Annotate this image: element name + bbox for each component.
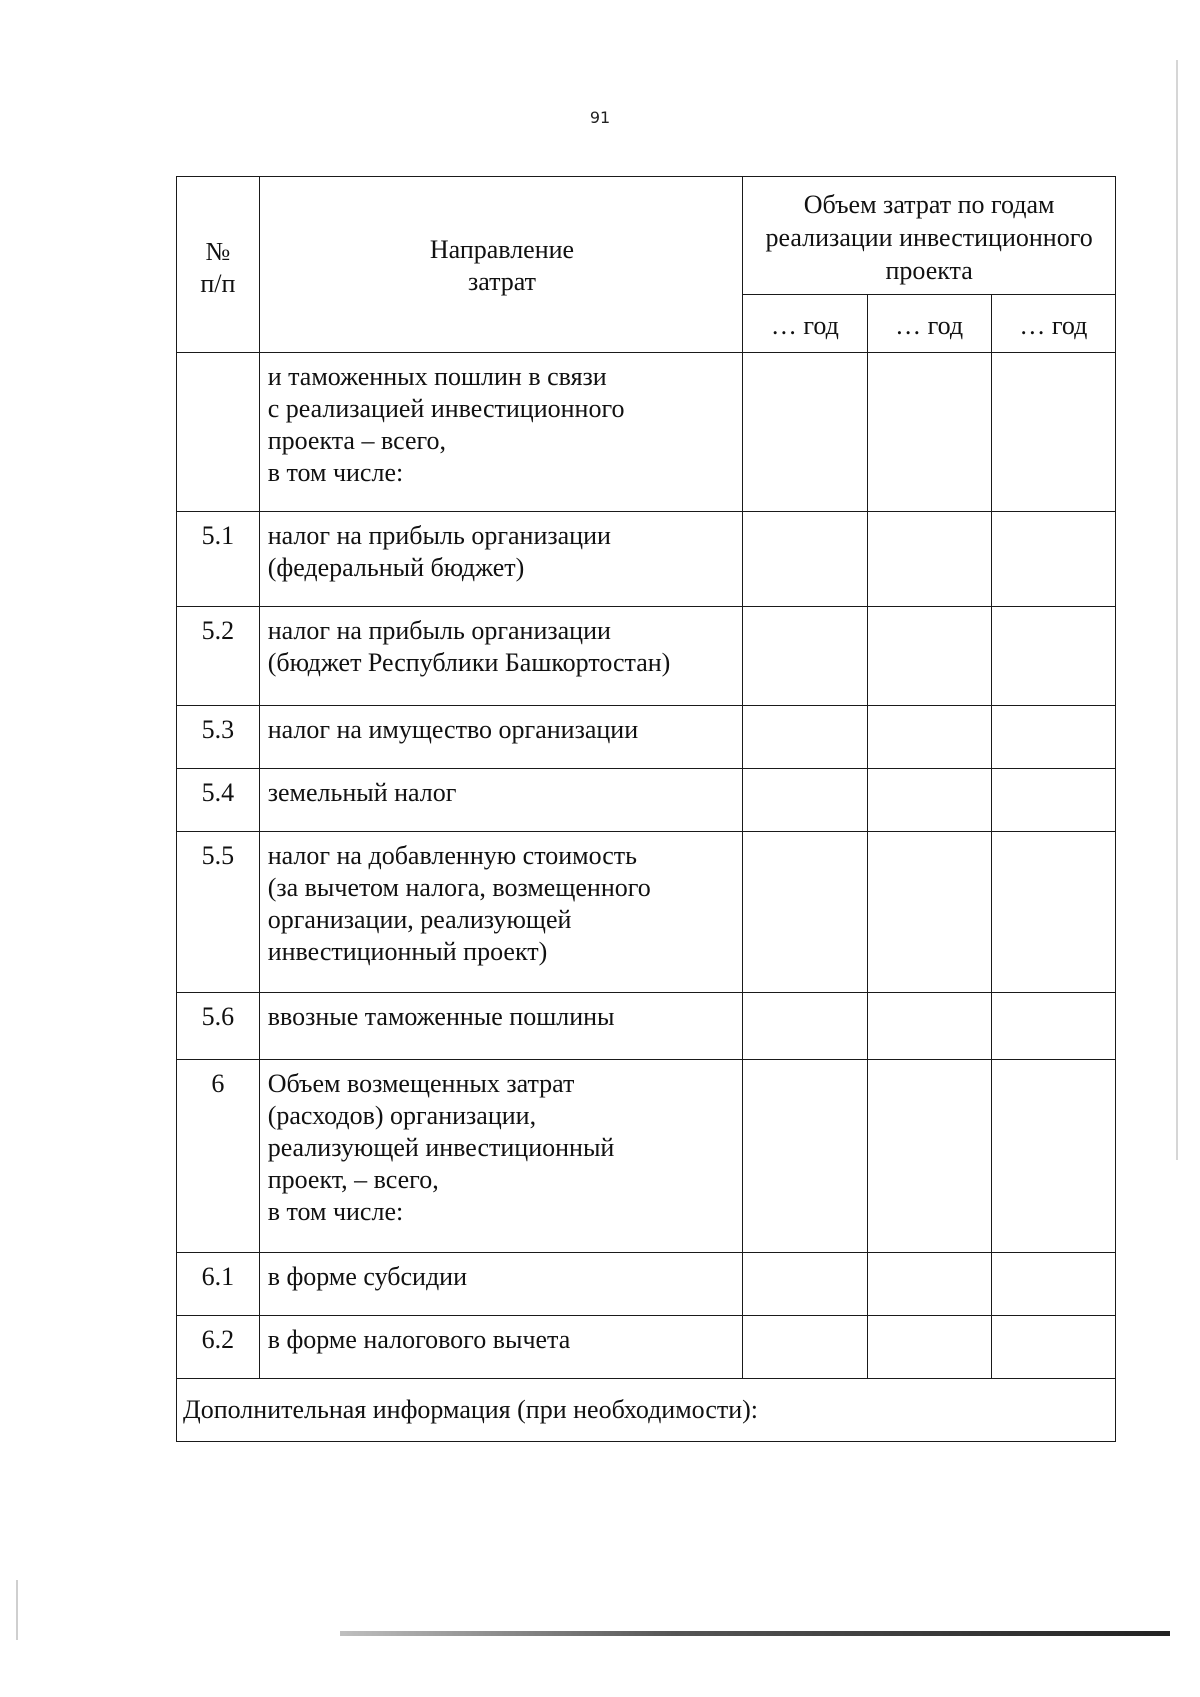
year-cell bbox=[991, 832, 1115, 993]
year-cell bbox=[743, 1316, 867, 1379]
row-direction: ввозные таможенные пошлины bbox=[259, 993, 743, 1060]
scan-bottom-rule bbox=[340, 1631, 1170, 1636]
header-number: № п/п bbox=[177, 177, 260, 353]
row-direction: в форме налогового вычета bbox=[259, 1316, 743, 1379]
header-year-2: … год bbox=[867, 295, 991, 353]
row-direction: земельный налог bbox=[259, 769, 743, 832]
year-cell bbox=[867, 607, 991, 706]
table-row bbox=[177, 706, 1116, 769]
row-direction: Объем возмещенных затрат (расходов) организации, реализующей инвестиционный проект, – всего, в том числе: bbox=[259, 1060, 743, 1253]
year-cell bbox=[991, 607, 1115, 706]
row-number: 6.1 bbox=[177, 1253, 260, 1316]
table-row bbox=[177, 769, 1116, 832]
year-cell bbox=[991, 769, 1115, 832]
year-cell bbox=[867, 353, 991, 512]
year-cell bbox=[991, 353, 1115, 512]
header-direction: Направление затрат bbox=[259, 177, 743, 353]
row-number: 5.5 bbox=[177, 832, 260, 993]
table-row bbox=[177, 1060, 1116, 1253]
table-row bbox=[177, 512, 1116, 607]
year-cell bbox=[991, 512, 1115, 607]
table-row bbox=[177, 1253, 1116, 1316]
row-number: 5.6 bbox=[177, 993, 260, 1060]
year-cell bbox=[991, 1253, 1115, 1316]
table-header-row bbox=[177, 177, 1116, 295]
year-cell bbox=[743, 353, 867, 512]
row-direction: налог на прибыль организации (федеральный бюджет) bbox=[259, 512, 743, 607]
additional-info: Дополнительная информация (при необходимости): bbox=[177, 1379, 1116, 1442]
year-cell bbox=[743, 512, 867, 607]
investment-cost-table bbox=[176, 176, 1116, 1442]
year-cell bbox=[991, 993, 1115, 1060]
year-cell bbox=[743, 769, 867, 832]
year-cell bbox=[867, 993, 991, 1060]
year-cell bbox=[867, 832, 991, 993]
year-cell bbox=[867, 769, 991, 832]
year-cell bbox=[743, 1253, 867, 1316]
year-cell bbox=[743, 993, 867, 1060]
year-cell bbox=[743, 1060, 867, 1253]
scan-edge-line bbox=[1176, 60, 1178, 1160]
row-number: 6.2 bbox=[177, 1316, 260, 1379]
page-number: 91 bbox=[589, 108, 611, 127]
row-direction: в форме субсидии bbox=[259, 1253, 743, 1316]
row-direction: налог на имущество организации bbox=[259, 706, 743, 769]
year-cell bbox=[867, 706, 991, 769]
year-cell bbox=[867, 1316, 991, 1379]
header-year-1: … год bbox=[743, 295, 867, 353]
year-cell bbox=[743, 607, 867, 706]
table-row bbox=[177, 353, 1116, 512]
row-direction: налог на добавленную стоимость (за вычетом налога, возмещенного организации, реализующей инвестиционный проект) bbox=[259, 832, 743, 993]
year-cell bbox=[867, 512, 991, 607]
table-row bbox=[177, 1316, 1116, 1379]
year-cell bbox=[867, 1253, 991, 1316]
row-number: 5.2 bbox=[177, 607, 260, 706]
year-cell bbox=[991, 1060, 1115, 1253]
row-number: 6 bbox=[177, 1060, 260, 1253]
row-number: 5.4 bbox=[177, 769, 260, 832]
year-cell bbox=[991, 706, 1115, 769]
row-direction: и таможенных пошлин в связи с реализацией инвестиционного проекта – всего, в том числе: bbox=[259, 353, 743, 512]
header-volume: Объем затрат по годам реализации инвестиционного проекта bbox=[743, 177, 1116, 295]
table-footer-row bbox=[177, 1379, 1116, 1442]
row-number: 5.1 bbox=[177, 512, 260, 607]
table-row bbox=[177, 607, 1116, 706]
year-cell bbox=[743, 706, 867, 769]
table-row bbox=[177, 993, 1116, 1060]
scan-edge-mark bbox=[16, 1580, 18, 1640]
table-row bbox=[177, 832, 1116, 993]
year-cell bbox=[743, 832, 867, 993]
row-number: 5.3 bbox=[177, 706, 260, 769]
header-year-3: … год bbox=[991, 295, 1115, 353]
row-number bbox=[177, 353, 260, 512]
year-cell bbox=[991, 1316, 1115, 1379]
year-cell bbox=[867, 1060, 991, 1253]
row-direction: налог на прибыль организации (бюджет Республики Башкортостан) bbox=[259, 607, 743, 706]
